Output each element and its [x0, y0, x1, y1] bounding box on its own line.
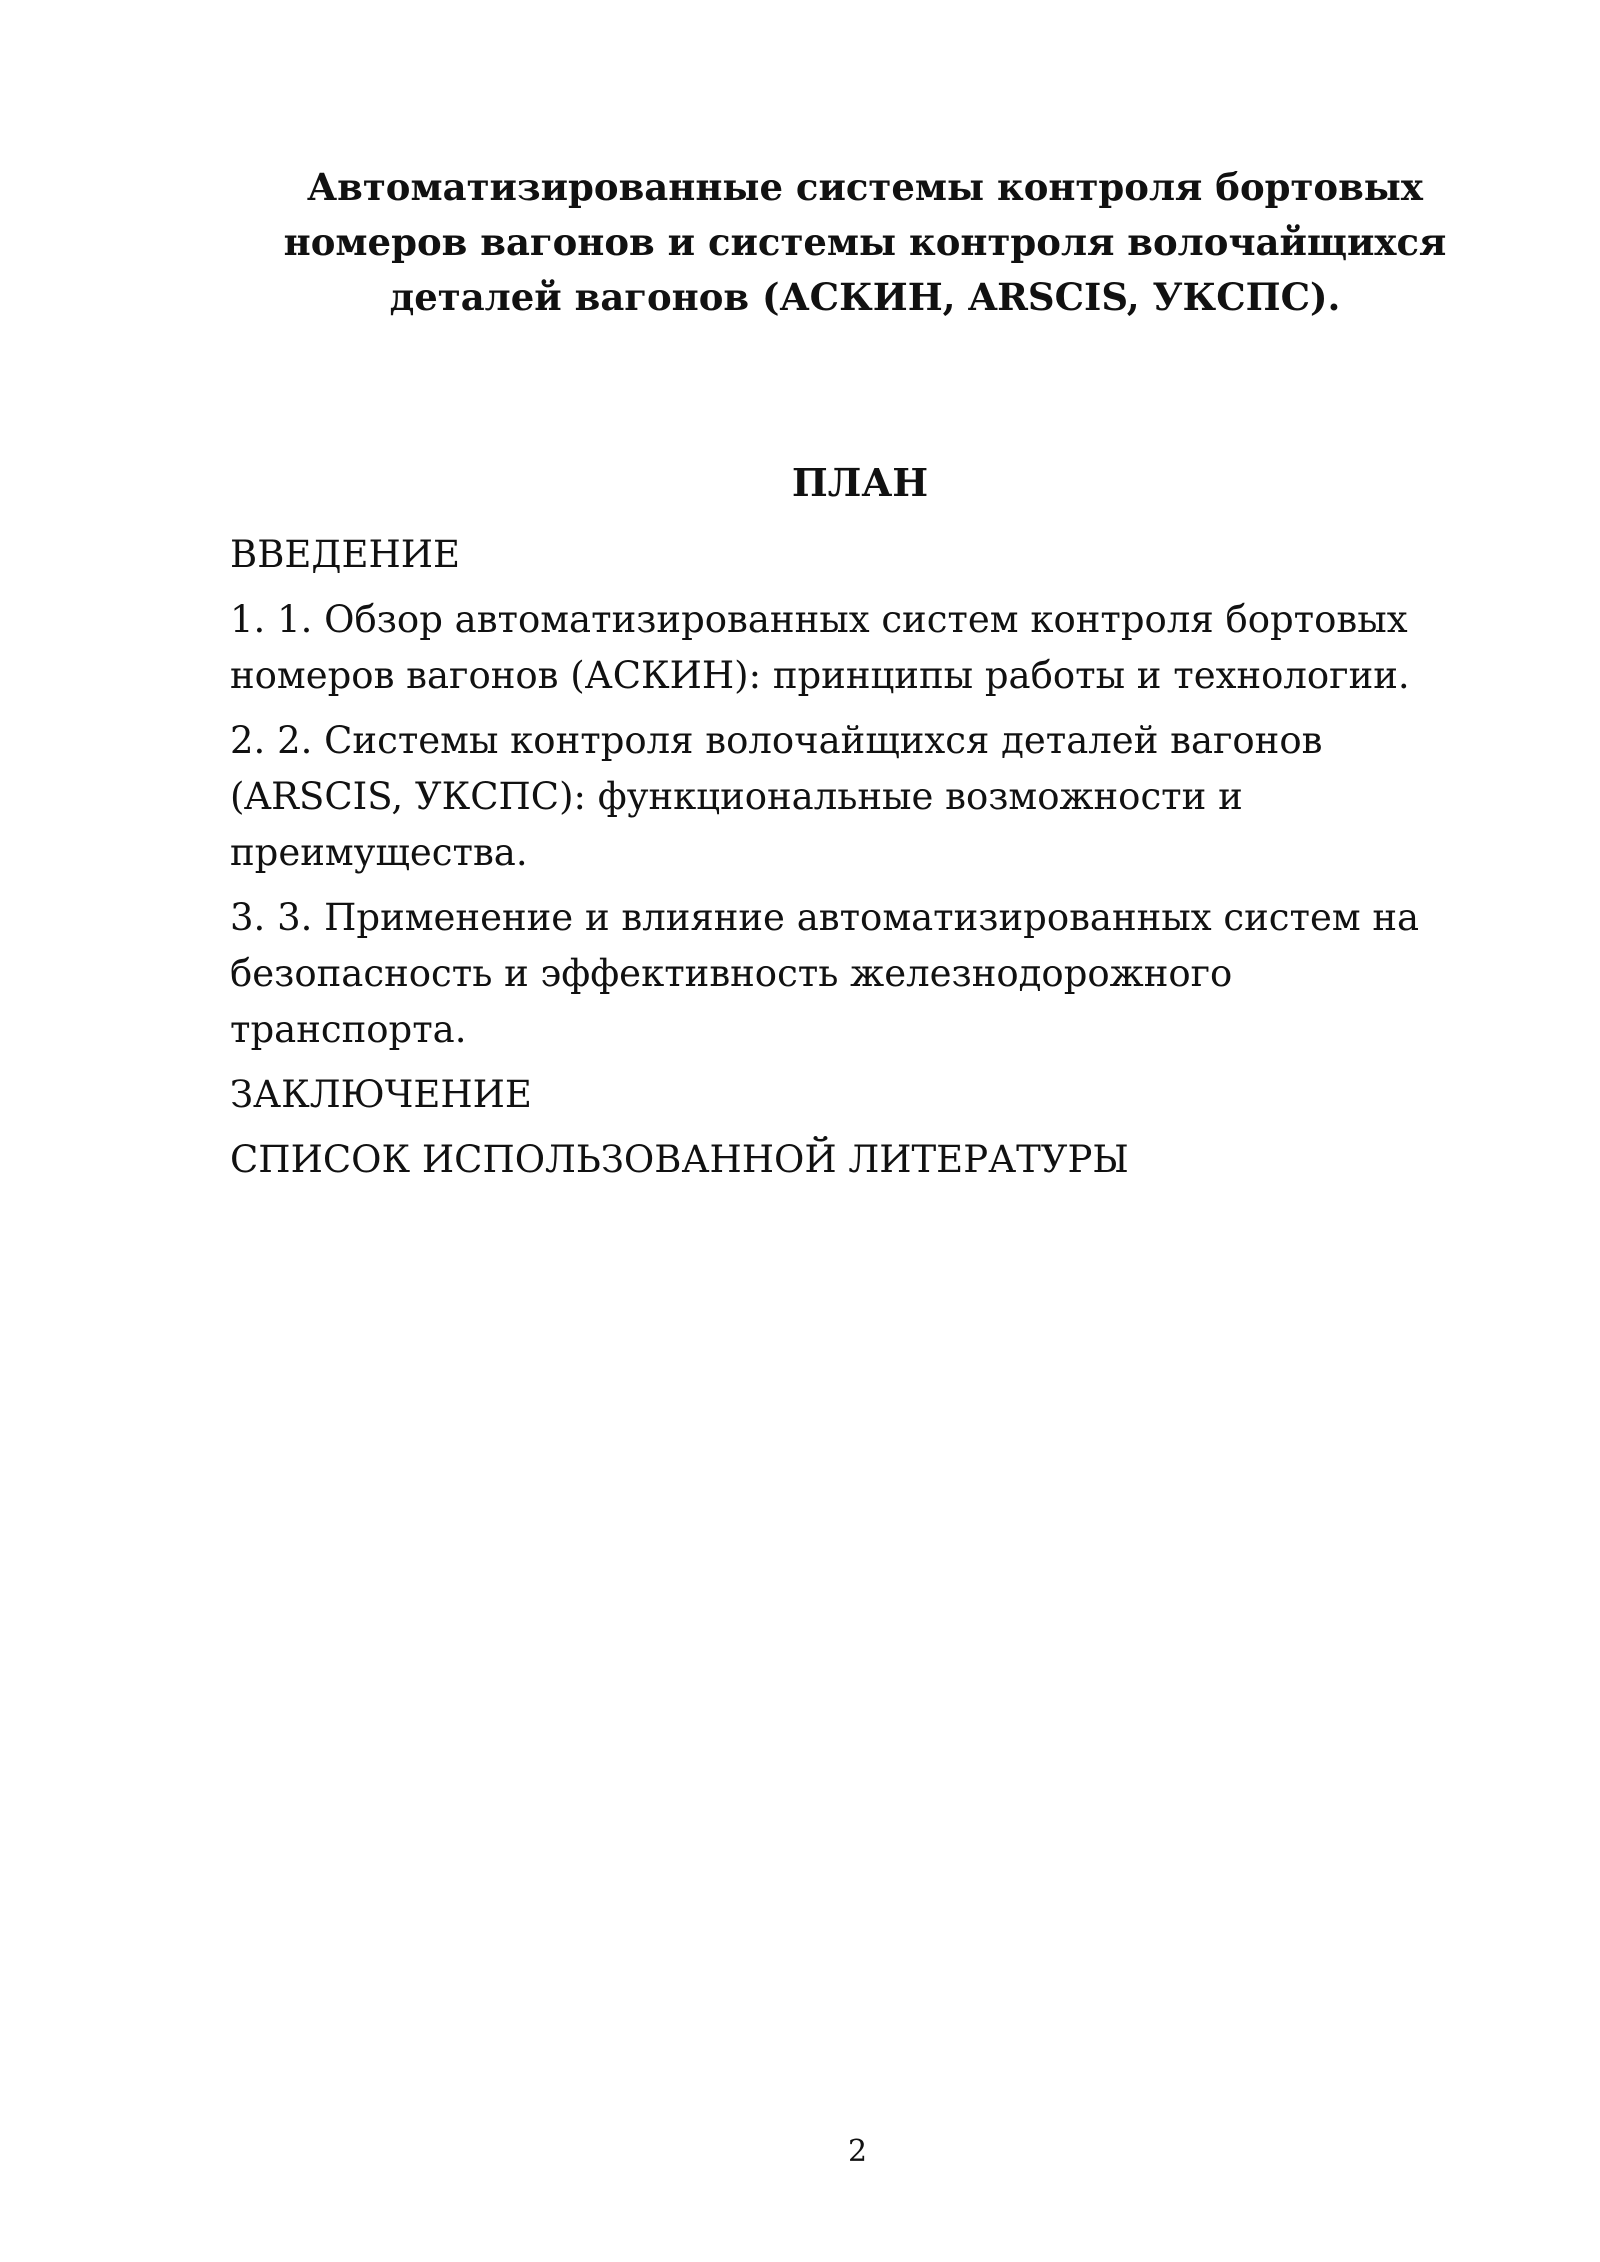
title-line: деталей вагонов (АСКИН, ARSCIS, УКСПС). [389, 275, 1341, 319]
plan-item-line: (ARSCIS, УКСПС): функциональные возможности и [230, 775, 1243, 818]
plan-item-line: ЗАКЛЮЧЕНИЕ [230, 1073, 532, 1116]
plan-item-line: преимущества. [230, 831, 528, 874]
plan-item-introduction [230, 527, 1490, 583]
title-line: номеров вагонов и системы контроля волочайщихся [283, 220, 1447, 264]
plan-item-line: 1. 1. Обзор автоматизированных систем контроля бортовых [230, 598, 1408, 641]
plan-heading: ПЛАН [791, 460, 929, 505]
plan-item-section-3 [230, 890, 1490, 1058]
plan-item-line: 2. 2. Системы контроля волочайщихся деталей вагонов [230, 719, 1323, 762]
plan-item-conclusion [230, 1067, 1490, 1123]
plan-item-line: СПИСОК ИСПОЛЬЗОВАННОЙ ЛИТЕРАТУРЫ [230, 1138, 1129, 1181]
page-number: 2 [847, 2134, 868, 2169]
plan-item-line: транспорта. [230, 1008, 467, 1051]
plan-item-section-1 [230, 592, 1490, 704]
plan-item-line: номеров вагонов (АСКИН): принципы работы и технологии. [230, 654, 1410, 697]
plan-item-line: 3. 3. Применение и влияние автоматизированных систем на [230, 896, 1420, 939]
plan-item-line: ВВЕДЕНИЕ [230, 533, 461, 576]
plan-item-line: безопасность и эффективность железнодорожного [230, 952, 1233, 995]
plan-list [230, 527, 1490, 1197]
plan-item-section-2 [230, 713, 1490, 881]
plan-item-references [230, 1132, 1490, 1188]
title-line: Автоматизированные системы контроля бортовых [307, 165, 1423, 209]
document-title [250, 160, 1480, 325]
